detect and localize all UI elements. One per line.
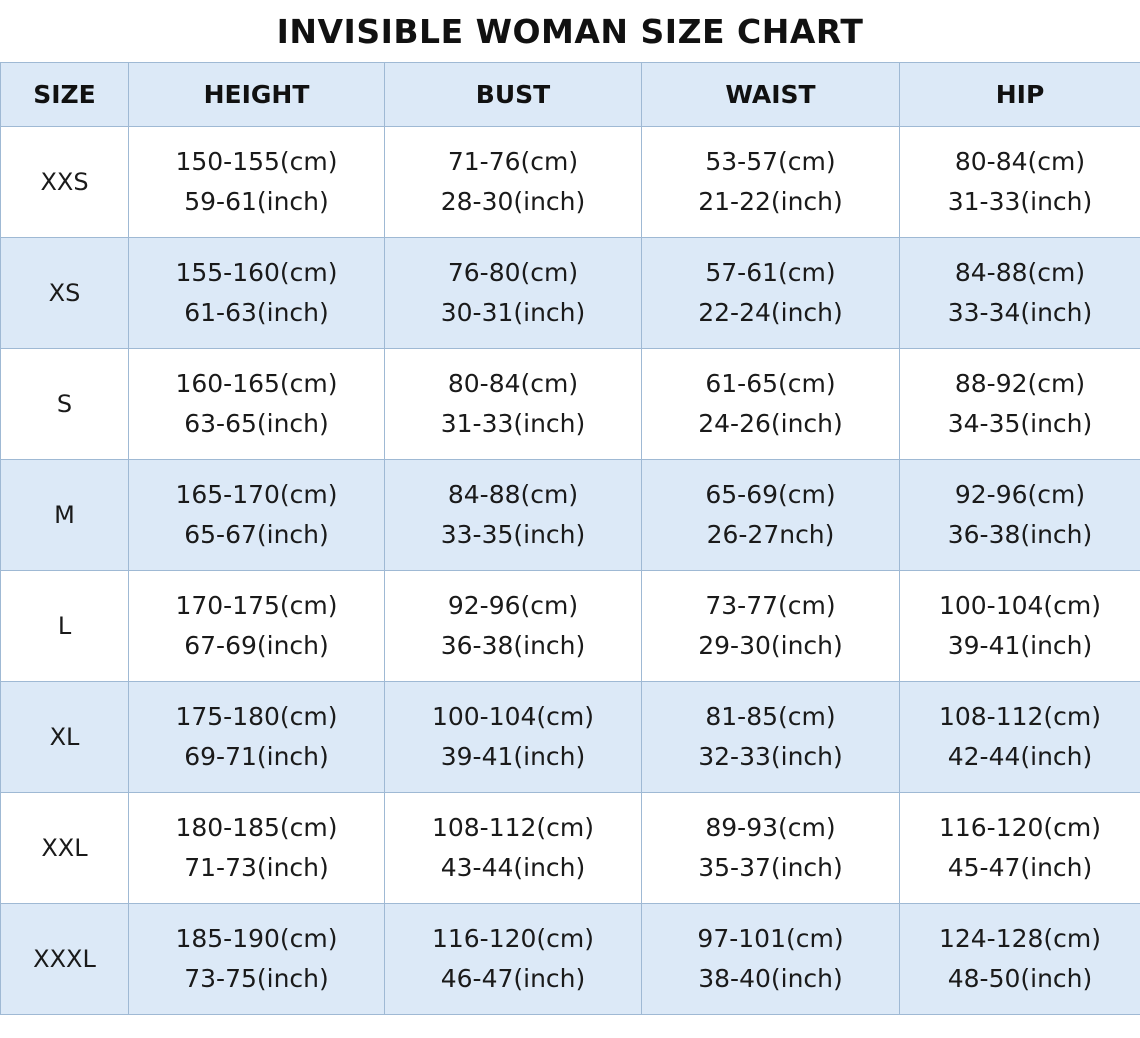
cell-hip xyxy=(900,349,1140,460)
table-row xyxy=(1,682,1140,793)
value-cm: 165-170(cm) xyxy=(175,479,338,509)
table-row xyxy=(1,238,1140,349)
value-inch: 36-38(inch) xyxy=(440,631,586,661)
value-inch: 29-30(inch) xyxy=(698,631,843,661)
value-inch: 36-38(inch) xyxy=(947,520,1093,550)
cell-hip xyxy=(900,127,1140,238)
value-inch: 21-22(inch) xyxy=(698,187,843,217)
cell-waist xyxy=(642,127,900,238)
value-cm: 185-190(cm) xyxy=(175,923,338,953)
value-inch: 69-71(inch) xyxy=(184,742,329,772)
cell-bust xyxy=(385,349,642,460)
cell-bust xyxy=(385,793,642,904)
column-header-size: SIZE xyxy=(1,63,129,127)
value-inch: 22-24(inch) xyxy=(698,298,843,328)
value-cm: 92-96(cm) xyxy=(954,479,1086,509)
value-inch: 61-63(inch) xyxy=(184,298,329,328)
cell-hip xyxy=(900,460,1140,571)
cell-waist xyxy=(642,571,900,682)
value-inch: 38-40(inch) xyxy=(698,964,843,994)
value-cm: 80-84(cm) xyxy=(447,368,579,398)
value-cm: 73-77(cm) xyxy=(705,590,836,620)
value-inch: 63-65(inch) xyxy=(184,409,329,439)
value-inch: 67-69(inch) xyxy=(184,631,329,661)
value-cm: 81-85(cm) xyxy=(705,701,836,731)
value-cm: 124-128(cm) xyxy=(938,923,1102,953)
value-inch: 33-34(inch) xyxy=(947,298,1093,328)
cell-hip xyxy=(900,904,1140,1015)
cell-size: XXL xyxy=(1,793,129,904)
value-inch: 24-26(inch) xyxy=(698,409,843,439)
value-cm: 116-120(cm) xyxy=(938,812,1102,842)
value-cm: 150-155(cm) xyxy=(175,146,338,176)
value-inch: 32-33(inch) xyxy=(698,742,843,772)
value-cm: 71-76(cm) xyxy=(447,146,579,176)
value-inch: 30-31(inch) xyxy=(440,298,586,328)
value-inch: 71-73(inch) xyxy=(184,853,329,883)
value-cm: 160-165(cm) xyxy=(175,368,338,398)
value-inch: 34-35(inch) xyxy=(947,409,1093,439)
value-cm: 53-57(cm) xyxy=(705,146,836,176)
cell-height xyxy=(129,682,385,793)
cell-hip xyxy=(900,238,1140,349)
cell-size: XXXL xyxy=(1,904,129,1015)
cell-hip xyxy=(900,571,1140,682)
value-cm: 80-84(cm) xyxy=(954,146,1086,176)
cell-height xyxy=(129,793,385,904)
value-inch: 42-44(inch) xyxy=(947,742,1093,772)
column-header-height: HEIGHT xyxy=(129,63,385,127)
value-cm: 61-65(cm) xyxy=(705,368,836,398)
cell-bust xyxy=(385,460,642,571)
table-row xyxy=(1,793,1140,904)
cell-height xyxy=(129,238,385,349)
value-cm: 57-61(cm) xyxy=(705,257,836,287)
cell-bust xyxy=(385,238,642,349)
cell-height xyxy=(129,904,385,1015)
value-cm: 84-88(cm) xyxy=(954,257,1086,287)
cell-height xyxy=(129,460,385,571)
cell-waist xyxy=(642,238,900,349)
cell-bust xyxy=(385,127,642,238)
value-cm: 92-96(cm) xyxy=(447,590,579,620)
value-inch: 31-33(inch) xyxy=(440,409,586,439)
value-inch: 39-41(inch) xyxy=(947,631,1093,661)
cell-waist xyxy=(642,904,900,1015)
value-inch: 65-67(inch) xyxy=(184,520,329,550)
cell-height xyxy=(129,349,385,460)
cell-hip xyxy=(900,682,1140,793)
value-inch: 48-50(inch) xyxy=(947,964,1093,994)
cell-size: XL xyxy=(1,682,129,793)
value-cm: 108-112(cm) xyxy=(431,812,595,842)
value-inch: 28-30(inch) xyxy=(440,187,586,217)
cell-size: XXS xyxy=(1,127,129,238)
column-header-waist: WAIST xyxy=(642,63,900,127)
table-body xyxy=(1,127,1140,1015)
cell-bust xyxy=(385,682,642,793)
size-chart-table xyxy=(0,62,1140,1015)
value-cm: 180-185(cm) xyxy=(175,812,338,842)
value-inch: 33-35(inch) xyxy=(440,520,586,550)
value-inch: 26-27nch) xyxy=(706,520,835,550)
value-cm: 175-180(cm) xyxy=(175,701,338,731)
cell-size: S xyxy=(1,349,129,460)
table-row xyxy=(1,571,1140,682)
cell-waist xyxy=(642,349,900,460)
value-cm: 89-93(cm) xyxy=(705,812,836,842)
value-inch: 46-47(inch) xyxy=(440,964,586,994)
value-inch: 43-44(inch) xyxy=(440,853,586,883)
column-header-hip: HIP xyxy=(900,63,1140,127)
cell-size: M xyxy=(1,460,129,571)
cell-waist xyxy=(642,682,900,793)
value-cm: 116-120(cm) xyxy=(431,923,595,953)
table-row xyxy=(1,349,1140,460)
value-inch: 35-37(inch) xyxy=(698,853,843,883)
cell-size: L xyxy=(1,571,129,682)
cell-height xyxy=(129,571,385,682)
value-inch: 59-61(inch) xyxy=(184,187,329,217)
value-cm: 170-175(cm) xyxy=(175,590,338,620)
value-cm: 108-112(cm) xyxy=(938,701,1102,731)
cell-bust xyxy=(385,571,642,682)
value-inch: 31-33(inch) xyxy=(947,187,1093,217)
value-cm: 65-69(cm) xyxy=(705,479,836,509)
cell-waist xyxy=(642,793,900,904)
value-cm: 100-104(cm) xyxy=(431,701,595,731)
cell-waist xyxy=(642,460,900,571)
value-cm: 76-80(cm) xyxy=(447,257,579,287)
table-header xyxy=(1,63,1140,127)
value-cm: 84-88(cm) xyxy=(447,479,579,509)
page-title: INVISIBLE WOMAN SIZE CHART xyxy=(276,12,864,51)
column-header-bust: BUST xyxy=(385,63,642,127)
value-inch: 39-41(inch) xyxy=(440,742,586,772)
table-row xyxy=(1,460,1140,571)
value-cm: 88-92(cm) xyxy=(954,368,1086,398)
table-header-row xyxy=(1,63,1140,127)
value-inch: 45-47(inch) xyxy=(947,853,1093,883)
cell-bust xyxy=(385,904,642,1015)
table-row xyxy=(1,127,1140,238)
value-cm: 155-160(cm) xyxy=(175,257,338,287)
value-cm: 97-101(cm) xyxy=(697,923,844,953)
cell-height xyxy=(129,127,385,238)
cell-size: XS xyxy=(1,238,129,349)
table-row xyxy=(1,904,1140,1015)
value-inch: 73-75(inch) xyxy=(184,964,329,994)
value-cm: 100-104(cm) xyxy=(938,590,1102,620)
cell-hip xyxy=(900,793,1140,904)
